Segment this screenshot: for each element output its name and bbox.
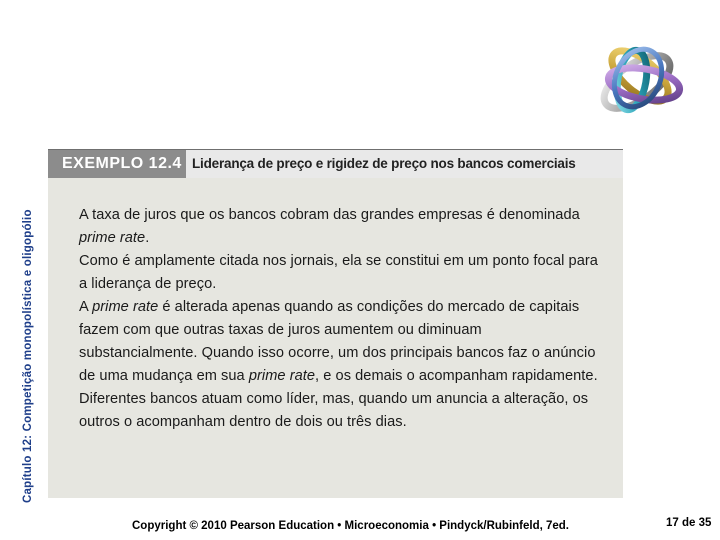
interlocking-rings-logo-icon [580, 26, 698, 132]
paragraph-3-end: , e os demais o acompanham rapidamente. [315, 368, 598, 384]
paragraph-3-text: é alterada apenas quando as condições do mercado de capitais fazem com que outras taxas de juros aumentem ou diminuam substancialmente. Quando isso ocorre, um dos principais bancos faz o anúncio de uma mudança em sua [79, 299, 596, 384]
page-number: 17 de 35 [666, 517, 712, 529]
example-label: EXEMPLO 12.4 [48, 150, 201, 178]
prime-rate-term: prime rate [92, 299, 159, 315]
paragraph-1-end: . [145, 230, 150, 246]
chapter-title: Capítulo 12: Competição monopolística e oligopólio [22, 209, 34, 503]
prime-rate-term: prime rate [248, 368, 316, 384]
paragraph-3 [79, 296, 599, 388]
example-header-bar [48, 149, 623, 179]
paragraph-1-text: A taxa de juros que os bancos cobram das grandes empresas é denominada [79, 207, 580, 223]
example-title: Liderança de preço e rigidez de preço nos bancos comerciais [186, 150, 623, 178]
paragraph-4: Diferentes bancos atuam como líder, mas, quando um anuncia a alteração, os outros o acompanham dentro de dois ou três dias. [79, 391, 589, 430]
paragraph-2: Como é amplamente citada nos jornais, ela se constitui em um ponto focal para a liderança de preço. [79, 253, 598, 292]
example-body [79, 204, 599, 434]
paragraph-3-start: A [79, 299, 93, 315]
paragraph-1 [79, 204, 599, 250]
copyright-footer: Copyright © 2010 Pearson Education • Microeconomia • Pindyck/Rubinfeld, 7ed. [132, 520, 570, 532]
prime-rate-term: prime rate [79, 230, 146, 246]
